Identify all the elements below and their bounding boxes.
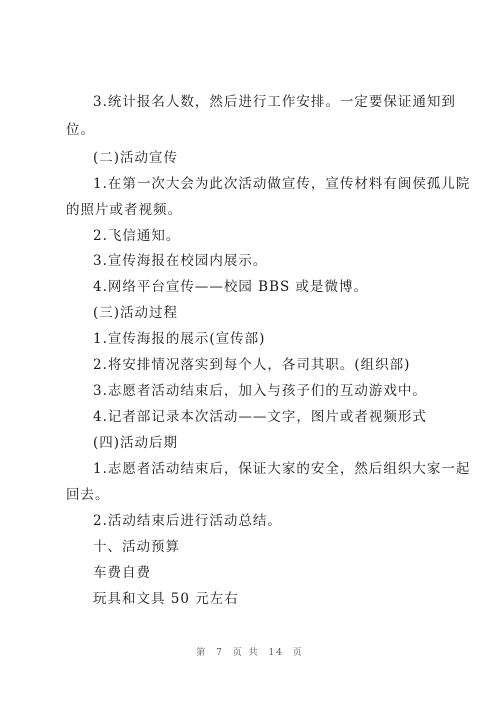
paragraph-line: 的照片或者视频。	[66, 202, 182, 218]
paragraph-line: 4.网络平台宣传——校园 BBS 或是微博。	[93, 279, 369, 295]
section-heading: (四)活动后期	[93, 435, 179, 451]
paragraph-line: 3.统计报名人数，然后进行工作安排。一定要保证通知到	[93, 94, 456, 110]
total-page-number: 14	[268, 648, 284, 658]
paragraph-line: 位。	[66, 122, 95, 138]
paragraph-line: 2.飞信通知。	[93, 228, 181, 244]
page-footer	[0, 645, 500, 658]
footer-label: 页 共	[232, 648, 260, 658]
paragraph-line: 2.活动结束后进行活动总结。	[93, 513, 282, 529]
section-heading: (二)活动宣传	[93, 150, 179, 166]
paragraph-line: 1.志愿者活动结束后，保证大家的安全，然后组织大家一起	[93, 461, 471, 477]
current-page-number: 7	[216, 648, 224, 658]
paragraph-line: 1.宣传海报的展示(宣传部)	[93, 331, 266, 347]
paragraph-line: 3.宣传海报在校园内展示。	[93, 253, 268, 269]
footer-label: 第	[196, 648, 208, 658]
section-heading: 十、活动预算	[93, 539, 180, 555]
paragraph-line: 4.记者部记录本次活动——文字，图片或者视频形式	[93, 409, 427, 425]
paragraph-line: 2.将安排情况落实到每个人，各司其职。(组织部)	[93, 357, 411, 373]
paragraph-line: 玩具和文具 50 元左右	[93, 591, 239, 607]
section-heading: (三)活动过程	[93, 305, 179, 321]
paragraph-line: 3.志愿者活动结束后，加入与孩子们的互动游戏中。	[93, 383, 427, 399]
footer-label: 页	[292, 648, 304, 658]
paragraph-line: 1.在第一次大会为此次活动做宣传，宣传材料有闽侯孤儿院	[93, 176, 471, 192]
paragraph-line: 车费自费	[93, 565, 151, 581]
paragraph-line: 回去。	[66, 487, 110, 503]
